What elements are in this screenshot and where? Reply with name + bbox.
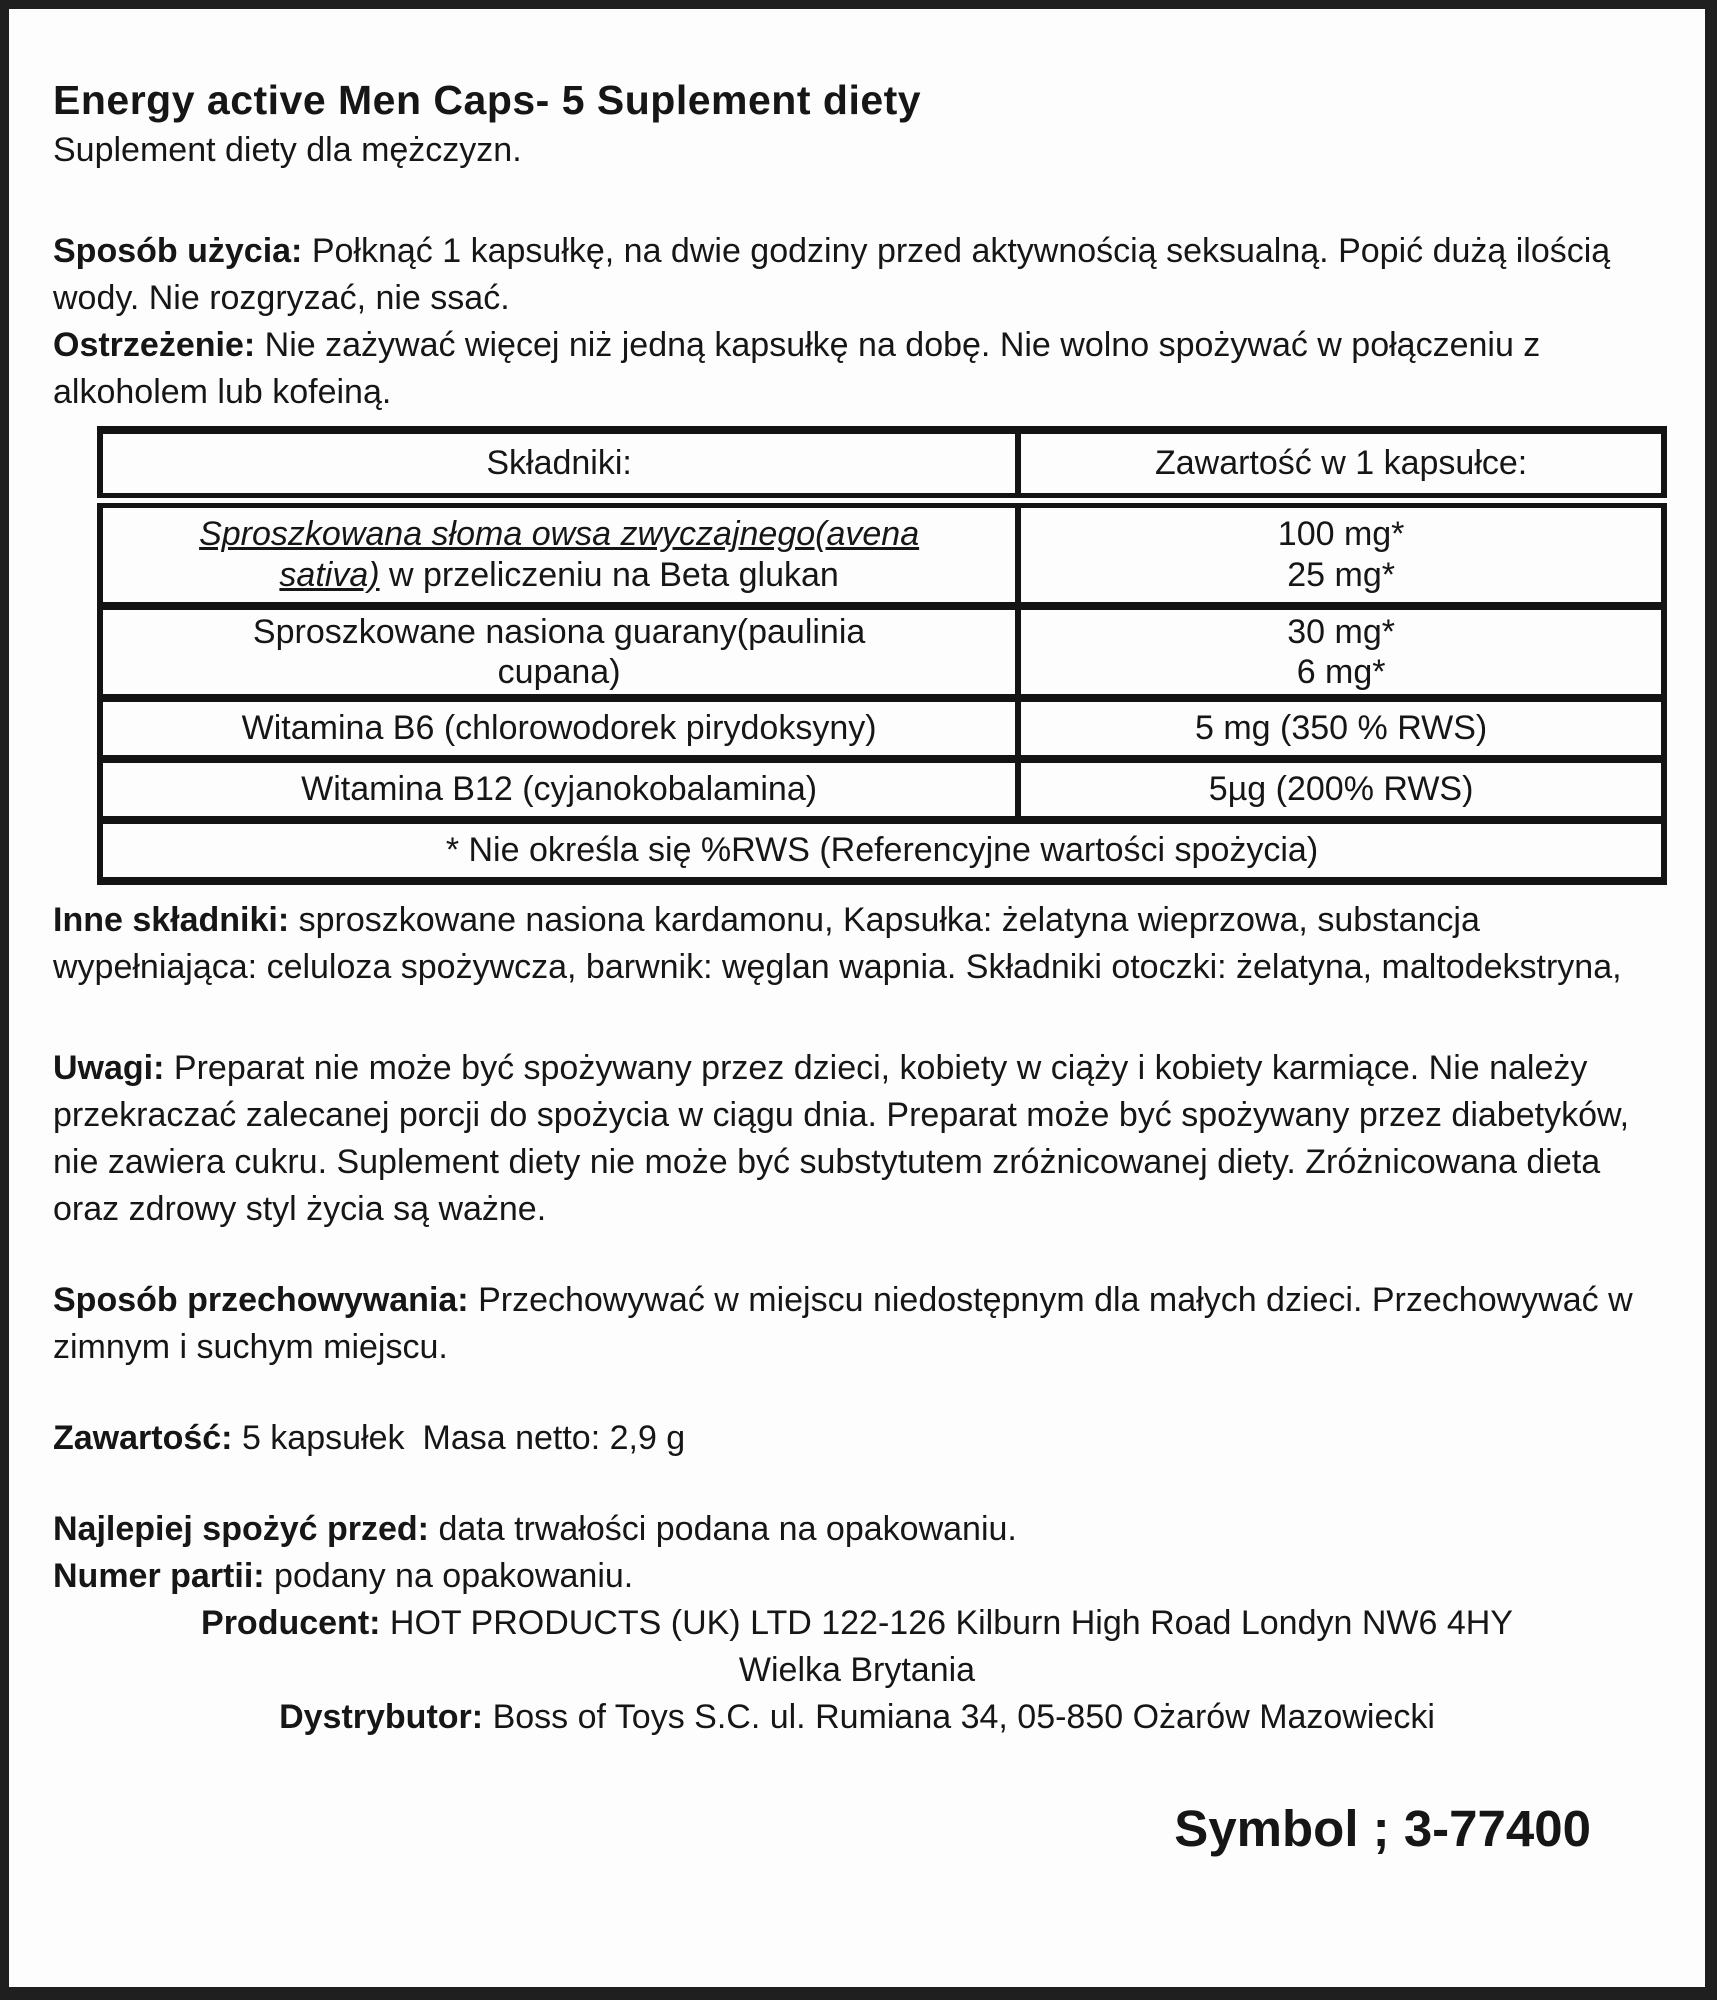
ingredient-cell <box>100 698 1018 759</box>
warning-paragraph <box>53 322 1661 416</box>
amount-value: 30 mg* <box>1287 613 1395 651</box>
other-ingredients-label: Inne składniki: <box>53 901 290 939</box>
symbol-code: Symbol ; 3-77400 <box>1174 1800 1591 1857</box>
ingredient-cell <box>100 606 1018 698</box>
batch-text: podany na opakowaniu. <box>274 1557 634 1595</box>
best-before-text: data trwałości podana na opakowaniu. <box>438 1510 1017 1548</box>
amount-cell <box>1018 759 1664 820</box>
notes-text: Preparat nie może być spożywany przez dzieci, kobiety w ciąży i kobiety karmiące. Nie należy przekraczać zalecanej porcji do spożycia w ciągu dnia. Preparat może być spożywany przez diabetyków, nie zawiera cukru. Suplement diety nie może być substytutem zróżnicowanej diety. Zróżnicowana dieta oraz zdrowy styl życia są ważne. <box>53 1049 1630 1228</box>
ingredients-table <box>97 426 1667 885</box>
ingredient-name: Sproszkowane nasiona guarany(paulinia cupana) <box>252 613 866 691</box>
contents-label: Zawartość: <box>53 1419 233 1457</box>
amount-value: 6 mg* <box>1296 653 1386 691</box>
table-header-amount: Zawartość w 1 kapsułce: <box>1018 430 1664 501</box>
table-row-vitamin-b6 <box>100 698 1664 759</box>
distributor-label: Dystrybutor: <box>279 1698 484 1736</box>
batch-line <box>53 1553 1661 1600</box>
storage-text: Przechowywać w miejscu niedostępnym dla małych dzieci. Przechowywać w zimnym i suchym miejscu. <box>53 1281 1633 1366</box>
net-weight: Masa netto: 2,9 g <box>422 1419 686 1457</box>
amount-value: 5µg (200% RWS) <box>1208 770 1474 808</box>
warning-text: Nie zażywać więcej niż jedną kapsułkę na dobę. Nie wolno spożywać w połączeniu z alkoholem lub kofeiną. <box>53 326 1541 411</box>
batch-label: Numer partii: <box>53 1557 265 1595</box>
best-before-line <box>53 1506 1661 1553</box>
label-content <box>9 9 1705 1859</box>
page-subtitle: Suplement diety dla mężczyzn. <box>53 131 522 169</box>
distributor-line <box>53 1694 1661 1741</box>
amount-value: 100 mg* <box>1277 515 1405 553</box>
warning-label: Ostrzeżenie: <box>53 326 256 364</box>
producer-label: Producent: <box>201 1604 381 1642</box>
usage-paragraph <box>53 228 1661 322</box>
producer-line <box>53 1600 1661 1647</box>
amount-cell <box>1018 606 1664 698</box>
best-before-label: Najlepiej spożyć przed: <box>53 1510 429 1548</box>
page-title: Energy active Men Caps- 5 Suplement diety <box>53 77 922 123</box>
table-row-avena <box>100 501 1664 607</box>
storage-label: Sposób przechowywania: <box>53 1281 469 1319</box>
other-ingredients-text: sproszkowane nasiona kardamonu, Kapsułka: żelatyna wieprzowa, substancja wypełniająca: celuloza spożywcza, barwnik: węglan wapnia. Składniki otoczki: żelatyna, maltodekstryna, <box>53 901 1622 986</box>
notes-paragraph <box>53 1045 1661 1233</box>
notes-label: Uwagi: <box>53 1049 165 1087</box>
producer-text: HOT PRODUCTS (UK) LTD 122-126 Kilburn High Road Londyn NW6 4HY <box>389 1604 1513 1642</box>
usage-text: Połknąć 1 kapsułkę, na dwie godziny przed aktywnością seksualną. Popić dużą ilością wody. Nie rozgryzać, nie ssać. <box>53 232 1611 317</box>
contents-line <box>53 1415 1661 1462</box>
table-header-row <box>100 430 1664 501</box>
ingredient-suffix: w przeliczeniu na Beta glukan <box>379 556 839 594</box>
table-header-ingredients: Składniki: <box>100 430 1018 501</box>
table-row-vitamin-b12 <box>100 759 1664 820</box>
amount-cell <box>1018 501 1664 607</box>
other-ingredients-paragraph <box>53 897 1661 991</box>
ingredient-latin-name: Sproszkowana słoma owsa zwyczajnego(avena sativa) <box>199 515 920 594</box>
table-row-guarana <box>100 606 1664 698</box>
distributor-text: Boss of Toys S.C. ul. Rumiana 34, 05-850 Ożarów Mazowiecki <box>492 1698 1435 1736</box>
ingredient-cell <box>100 759 1018 820</box>
producer-country: Wielka Brytania <box>738 1651 976 1689</box>
ingredient-name: Witamina B12 (cyjanokobalamina) <box>301 770 818 808</box>
ingredient-cell <box>100 501 1018 607</box>
table-footnote-row <box>100 820 1664 881</box>
amount-value: 25 mg* <box>1287 556 1395 594</box>
contents-value: 5 kapsułek <box>241 1419 405 1457</box>
ingredient-name: Witamina B6 (chlorowodorek pirydoksyny) <box>241 709 877 747</box>
amount-value: 5 mg (350 % RWS) <box>1194 709 1488 747</box>
amount-cell <box>1018 698 1664 759</box>
storage-paragraph <box>53 1277 1661 1371</box>
table-footnote: * Nie określa się %RWS (Referencyjne wartości spożycia) <box>100 820 1664 881</box>
usage-label: Sposób użycia: <box>53 232 303 270</box>
